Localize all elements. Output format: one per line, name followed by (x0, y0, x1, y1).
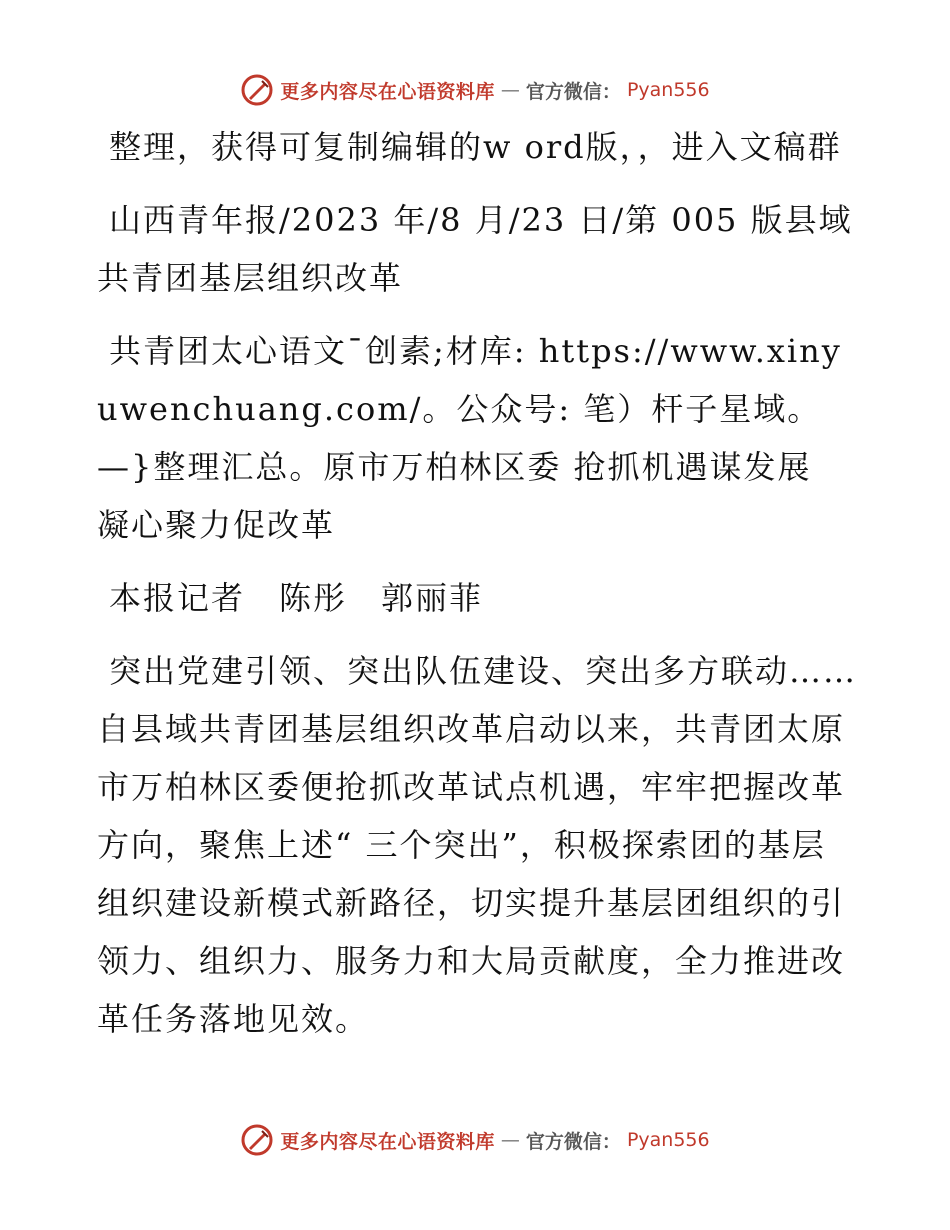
paragraph-body: 突出党建引领、突出队伍建设、突出多方联动……自县域共青团基层组织改革启动以来，共青团太原市万柏林区委便抢抓改革试点机遇，牢牢把握改革方向，聚焦上述“ 三个突出”，积极探索团的基层组织建设新模式新路径，切实提升基层团组织的引领力、组织力、服务力和大局贡献度，全力推进改革任务落地见效。 (97, 652, 858, 1038)
footer-watermark (0, 1120, 950, 1160)
watermark-text: 更多内容尽在心语资料库 (280, 80, 495, 103)
watermark-dash: — (500, 1129, 520, 1151)
watermark-dash: — (500, 79, 520, 101)
paragraph-headline: 共青团太心语文¯创素;材库: https://www.xinyuwenchuang.com/。公众号: 笔）杆子星域。—}整理汇总。原市万柏林区委 抢抓机遇谋发展 凝心聚力促改革 (97, 332, 842, 544)
watermark-text: 更多内容尽在心语资料库 (280, 1130, 495, 1153)
paragraph-byline: 本报记者 陈彤 郭丽菲 (109, 579, 484, 617)
watermark-wechat-label: 官方微信： (525, 1130, 621, 1153)
paragraph-intro: 整理，获得可复制编辑的w ord版，，进入文稿群 (109, 128, 842, 166)
watermark-wechat-id: Pyan556 (626, 1129, 710, 1151)
watermark-wechat-id: Pyan556 (626, 79, 710, 101)
document-body (97, 118, 857, 1063)
quill-logo-icon (240, 1123, 274, 1157)
watermark-wechat-label: 官方微信： (525, 80, 621, 103)
header-watermark (0, 70, 950, 110)
quill-logo-icon (240, 73, 274, 107)
paragraph-source: 山西青年报/2023 年/8 月/23 日/第 005 版县域共青团基层组织改革 (97, 201, 853, 297)
